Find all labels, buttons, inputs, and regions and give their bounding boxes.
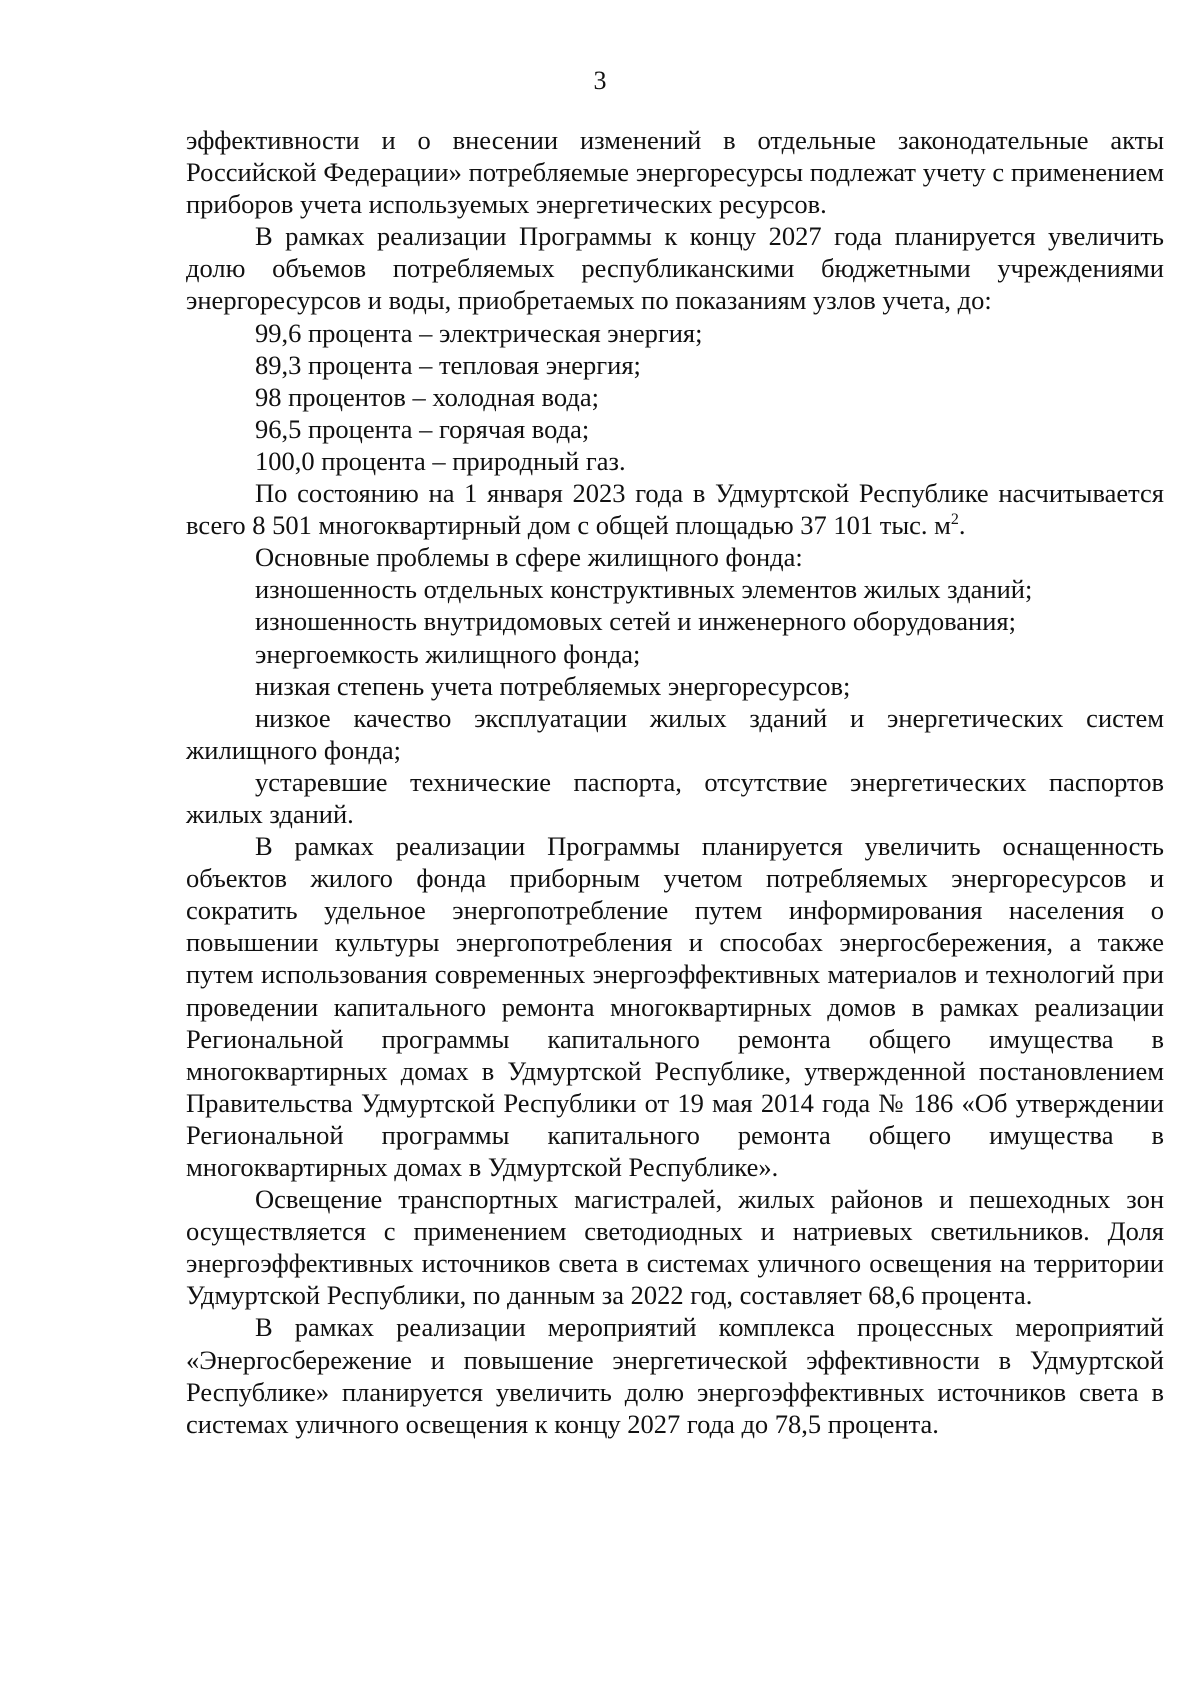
- paragraph-program-goal: В рамках реализации Программы к концу 2027 года планируется увеличить долю объемов потребляемых республиканскими бюджетными учреждениями энергоресурсов и воды, приобретаемых по показаниям узлов учета, до:: [186, 221, 1164, 316]
- list-item-natural-gas: 100,0 процента – природный газ.: [255, 445, 626, 476]
- area-unit-superscript: 2: [950, 511, 959, 529]
- paragraph-street-lighting: Освещение транспортных магистралей, жилых районов и пешеходных зон осуществляется с применением светодиодных и натриевых светильников. Доля энергоэффективных источников света в системах уличного освещения на территории Удмуртской Республики, по данным за 2022 год, составляет 68,6 процента.: [186, 1184, 1164, 1311]
- list-item-problem-1: изношенность отдельных конструктивных элементов жилых зданий;: [255, 574, 1033, 605]
- paragraph-main-problems: Основные проблемы в сфере жилищного фонда:: [255, 542, 803, 573]
- document-body: [186, 124, 1164, 1440]
- list-item-problem-2: изношенность внутридомовых сетей и инженерного оборудования;: [255, 606, 1016, 637]
- list-item-problem-3: энергоемкость жилищного фонда;: [255, 638, 641, 669]
- housing-stock-end: .: [958, 510, 966, 541]
- housing-stock-text: По состоянию на 1 января 2023 года в Удмуртской Республике насчитывается всего 8 501 многоквартирный дом с общей площадью 37 101 тыс. м: [186, 478, 1164, 541]
- list-item-cold-water: 98 процентов – холодная вода;: [255, 381, 599, 412]
- list-item-electric-energy: 99,6 процента – электрическая энергия;: [255, 317, 703, 348]
- paragraph-housing-program: В рамках реализации Программы планируется увеличить оснащенность объектов жилого фонда приборным учетом потребляемых энергоресурсов и сократить удельное энергопотребление путем информирования населения о повышении культуры энергопотребления и способах энергосбережения, а также путем использования современных энергоэффективных материалов и технологий при проведении капитального ремонта многоквартирных домов в рамках реализации Региональной программы капитального ремонта общего имущества в многоквартирных домах в Удмуртской Республике, утвержденной постановлением Правительства Удмуртской Республики от 19 мая 2014 года № 186 «Об утверждении Региональной программы капитального ремонта общего имущества в многоквартирных домах в Удмуртской Республике».: [186, 831, 1164, 1182]
- list-item-heat-energy: 89,3 процента – тепловая энергия;: [255, 349, 641, 380]
- list-item-problem-4: низкая степень учета потребляемых энергоресурсов;: [255, 670, 851, 701]
- paragraph-lighting-goal: В рамках реализации мероприятий комплекса процессных мероприятий «Энергосбережение и повышение энергетической эффективности в Удмуртской Республике» планируется увеличить долю энергоэффективных источников света в системах уличного освещения к концу 2027 года до 78,5 процента.: [186, 1312, 1164, 1439]
- paragraph-housing-stock: [186, 477, 1164, 541]
- list-item-problem-6: устаревшие технические паспорта, отсутствие энергетических паспортов жилых зданий.: [186, 766, 1164, 829]
- list-item-problem-5: низкое качество эксплуатации жилых зданий и энергетических систем жилищного фонда;: [186, 702, 1164, 765]
- list-item-hot-water: 96,5 процента – горячая вода;: [255, 413, 590, 444]
- page-number: 3: [593, 66, 607, 95]
- paragraph-continuation: эффективности и о внесении изменений в отдельные законодательные акты Российской Федерации» потребляемые энергоресурсы подлежат учету с применением приборов учета используемых энергетических ресурсов.: [186, 125, 1164, 220]
